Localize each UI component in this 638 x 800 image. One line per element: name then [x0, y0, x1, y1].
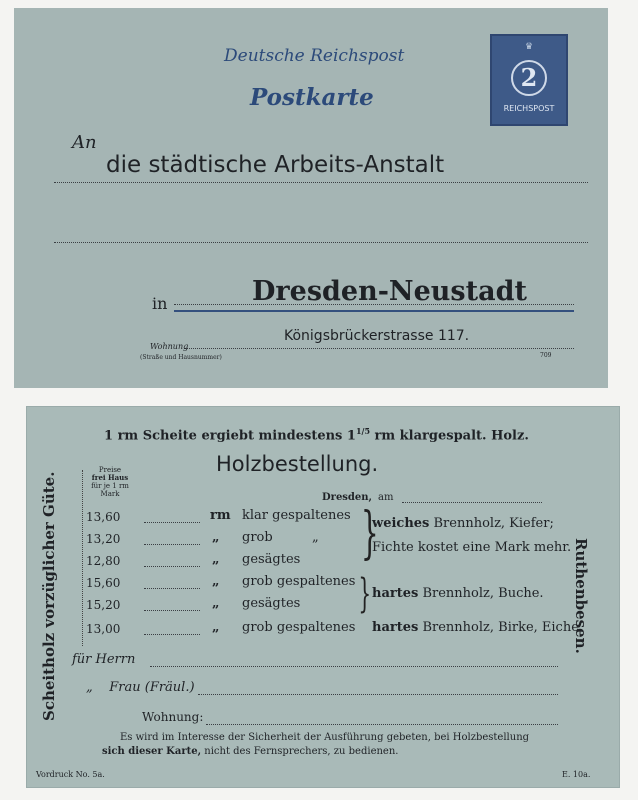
- footer-left: Vordruck No. 5a.: [36, 770, 105, 779]
- note-line-2-end: nicht des Fernsprechers, zu bedienen.: [204, 746, 399, 757]
- qty-line-2: [144, 544, 200, 545]
- stamp-crown-icon: ♛: [524, 42, 534, 52]
- group1-bold: weiches: [372, 516, 430, 531]
- qty-line-1: [144, 522, 200, 523]
- desc-row-2: grob: [242, 530, 273, 545]
- in-label: in: [152, 294, 168, 313]
- qty-line-6: [144, 634, 200, 635]
- price-header-4: Mark: [100, 490, 120, 498]
- header-deutsche-reichspost: Deutsche Reichspost: [224, 46, 405, 66]
- group2-line: [372, 586, 544, 601]
- ditto-row-2: „: [312, 530, 319, 545]
- group3-bold: hartes: [372, 620, 419, 635]
- brace-1: }: [360, 501, 379, 566]
- title-holzbestellung: Holzbestellung.: [216, 452, 379, 476]
- wohnung-line-back: [206, 724, 558, 725]
- price-row-1: 13,60: [86, 510, 121, 524]
- address-line-2: [54, 242, 588, 243]
- group1-line2: Fichte kostet eine Mark mehr.: [372, 540, 572, 555]
- street-address: Königsbrückerstrasse 117.: [284, 328, 470, 344]
- right-vertical-text: Ruthenbesen.: [572, 538, 590, 654]
- desc-row-6: grob gespaltenes: [242, 620, 356, 635]
- city-line-dots: [174, 304, 574, 305]
- price-row-3: 12,80: [86, 554, 121, 568]
- qty-line-4: [144, 588, 200, 589]
- note-line-1: Es wird im Interesse der Sicherheit der Ausführung gebeten, bei Holzbestellung: [120, 732, 530, 743]
- unit-row-6: „: [212, 620, 220, 635]
- date-line: [402, 502, 542, 503]
- headline-fraction: 1/5: [355, 426, 371, 436]
- address-line-1: [54, 182, 588, 183]
- price-row-6: 13,00: [86, 622, 121, 636]
- price-header-2: frei Haus: [91, 473, 129, 482]
- note-line-2-bold: sich dieser Karte,: [102, 746, 202, 757]
- fuer-herrn-label: für Herrn: [72, 652, 136, 667]
- fuer-herrn-line: [150, 666, 558, 667]
- note-line-2: [102, 746, 398, 757]
- price-row-2: 13,20: [86, 532, 121, 546]
- group1-line1: [372, 516, 554, 531]
- postcard-front: [14, 8, 608, 388]
- group2-text: Brennholz, Buche.: [422, 586, 544, 601]
- headline: [104, 426, 529, 443]
- headline-start: 1 rm Scheite ergiebt mindestens 1: [104, 428, 356, 444]
- wohnung-label: Wohnung: [150, 342, 189, 351]
- price-row-4: 15,60: [86, 576, 121, 590]
- footer-right: E. 10a.: [562, 770, 591, 779]
- frau-line: [198, 694, 558, 695]
- wohnung-line: [184, 348, 574, 349]
- desc-row-5: gesägtes: [242, 596, 301, 611]
- unit-row-3: „: [212, 552, 220, 567]
- price-header-1: Preise: [98, 466, 122, 474]
- wohnung-label-back: Wohnung:: [142, 710, 204, 724]
- qty-line-5: [144, 610, 200, 611]
- unit-row-2: „: [212, 530, 220, 545]
- postage-stamp: [490, 34, 568, 126]
- group3-line: [372, 620, 583, 635]
- an-label: An: [72, 132, 97, 153]
- recipient-name: die städtische Arbeits-Anstalt: [106, 152, 445, 178]
- unit-row-4: „: [212, 574, 220, 589]
- price-header: [84, 466, 136, 498]
- card-code: 709: [540, 352, 552, 359]
- desc-row-1: klar gespaltenes: [242, 508, 351, 523]
- wohnung-sub: (Straße und Hausnummer): [140, 354, 222, 361]
- qty-line-3: [144, 566, 200, 567]
- am-label: am: [378, 492, 394, 503]
- header-postkarte: Postkarte: [250, 84, 374, 111]
- group3-text: Brennholz, Birke, Eiche.: [422, 620, 584, 635]
- stamp-reichspost: REICHSPOST: [503, 104, 555, 113]
- city-line: [174, 310, 574, 312]
- stamp-value: 2: [520, 63, 538, 92]
- unit-row-5: „: [212, 596, 220, 611]
- frau-label: „ Frau (Fräul.): [86, 680, 195, 695]
- group2-bold: hartes: [372, 586, 419, 601]
- price-row-5: 15,20: [86, 598, 121, 612]
- left-vertical-text: Scheitholz vorzüglicher Güte.: [40, 471, 58, 721]
- desc-row-4: grob gespaltenes: [242, 574, 356, 589]
- dresden-label: Dresden,: [322, 492, 373, 503]
- desc-row-3: gesägtes: [242, 552, 301, 567]
- brace-2: }: [358, 571, 372, 617]
- unit-row-1: rm: [210, 508, 231, 523]
- group1-text: Brennholz, Kiefer;: [433, 516, 554, 531]
- postcard-back: [26, 406, 620, 788]
- city-name: Dresden-Neustadt: [252, 276, 527, 307]
- price-column-rule: [82, 470, 84, 646]
- headline-end: rm klargespalt. Holz.: [374, 428, 529, 444]
- price-header-3: für je 1 rm: [91, 482, 129, 490]
